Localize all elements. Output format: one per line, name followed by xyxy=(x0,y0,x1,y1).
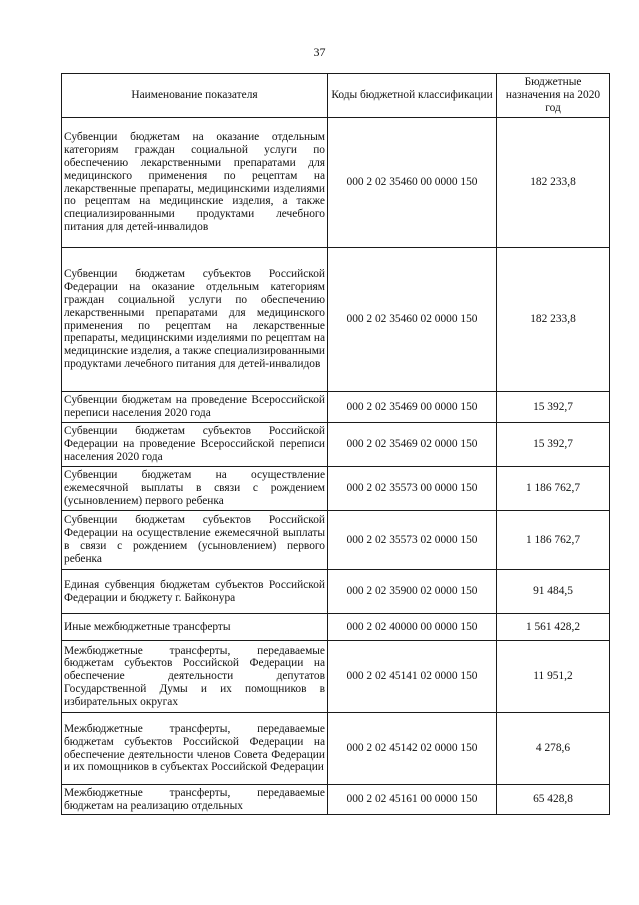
row-amount: 65 428,8 xyxy=(497,785,610,815)
row-amount: 15 392,7 xyxy=(497,423,610,467)
row-amount: 1 186 762,7 xyxy=(497,467,610,511)
table-row xyxy=(62,392,610,423)
table-row xyxy=(62,467,610,511)
table-row xyxy=(62,641,610,713)
row-amount: 91 484,5 xyxy=(497,570,610,614)
table-row xyxy=(62,570,610,614)
table-row xyxy=(62,785,610,815)
row-name: Межбюджетные трансферты, передаваемые бюджетам на реализацию отдельных xyxy=(62,785,328,815)
table-row xyxy=(62,511,610,570)
row-name: Межбюджетные трансферты, передаваемые бюджетам субъектов Российской Федерации на обеспечение деятельности членов Совета Федерации и их помощников в субъектах Российской Федерации xyxy=(62,713,328,785)
row-code: 000 2 02 35573 00 0000 150 xyxy=(328,467,497,511)
row-amount: 182 233,8 xyxy=(497,248,610,392)
row-name: Межбюджетные трансферты, передаваемые бюджетам субъектов Российской Федерации на обеспечение деятельности депутатов Государственной Думы и их помощников в избирательных округах xyxy=(62,641,328,713)
row-name: Субвенции бюджетам субъектов Российской Федерации на проведение Всероссийской переписи населения 2020 года xyxy=(62,423,328,467)
header-indicator-name: Наименование показателя xyxy=(62,74,328,118)
row-amount: 11 951,2 xyxy=(497,641,610,713)
row-name: Субвенции бюджетам на оказание отдельным категориям граждан социальной услуги по обеспечению лекарственными препаратами для медицинского применения по рецептам на лекарственные препараты, медицинскими изделиями по рецептам на медицинские изделия, а также специализированными продуктами лечебного питания для детей-инвалидов xyxy=(62,118,328,248)
table-row xyxy=(62,248,610,392)
row-code: 000 2 02 35900 02 0000 150 xyxy=(328,570,497,614)
row-amount: 15 392,7 xyxy=(497,392,610,423)
row-code: 000 2 02 35469 02 0000 150 xyxy=(328,423,497,467)
table-row xyxy=(62,423,610,467)
row-code: 000 2 02 45141 02 0000 150 xyxy=(328,641,497,713)
table-row xyxy=(62,118,610,248)
budget-table xyxy=(61,73,610,815)
page-number: 37 xyxy=(313,45,326,59)
row-name: Субвенции бюджетам на осуществление ежемесячной выплаты в связи с рождением (усыновлением) первого ребенка xyxy=(62,467,328,511)
row-code: 000 2 02 35460 00 0000 150 xyxy=(328,118,497,248)
row-name: Субвенции бюджетам субъектов Российской Федерации на осуществление ежемесячной выплаты в связи с рождением (усыновлением) первого ребенка xyxy=(62,511,328,570)
row-name: Субвенции бюджетам на проведение Всероссийской переписи населения 2020 года xyxy=(62,392,328,423)
row-code: 000 2 02 35573 02 0000 150 xyxy=(328,511,497,570)
row-code: 000 2 02 35460 02 0000 150 xyxy=(328,248,497,392)
table-row xyxy=(62,614,610,641)
row-amount: 1 561 428,2 xyxy=(497,614,610,641)
row-name: Субвенции бюджетам субъектов Российской Федерации на оказание отдельным категориям граждан социальной услуги по обеспечению лекарственными препаратами для медицинского применения по рецептам на лекарственные препараты, медицинскими изделиями по рецептам на медицинские изделия, а также специализированными продуктами лечебного питания для детей-инвалидов xyxy=(62,248,328,392)
row-name: Иные межбюджетные трансферты xyxy=(62,614,328,641)
row-amount: 4 278,6 xyxy=(497,713,610,785)
header-budget-amount: Бюджетные назначения на 2020 год xyxy=(497,74,610,118)
row-code: 000 2 02 45161 00 0000 150 xyxy=(328,785,497,815)
row-amount: 182 233,8 xyxy=(497,118,610,248)
row-code: 000 2 02 40000 00 0000 150 xyxy=(328,614,497,641)
table-header-row xyxy=(62,74,610,118)
header-budget-code: Коды бюджетной классификации xyxy=(328,74,497,118)
row-amount: 1 186 762,7 xyxy=(497,511,610,570)
row-code: 000 2 02 45142 02 0000 150 xyxy=(328,713,497,785)
row-code: 000 2 02 35469 00 0000 150 xyxy=(328,392,497,423)
row-name: Единая субвенция бюджетам субъектов Российской Федерации и бюджету г. Байконура xyxy=(62,570,328,614)
table-row xyxy=(62,713,610,785)
